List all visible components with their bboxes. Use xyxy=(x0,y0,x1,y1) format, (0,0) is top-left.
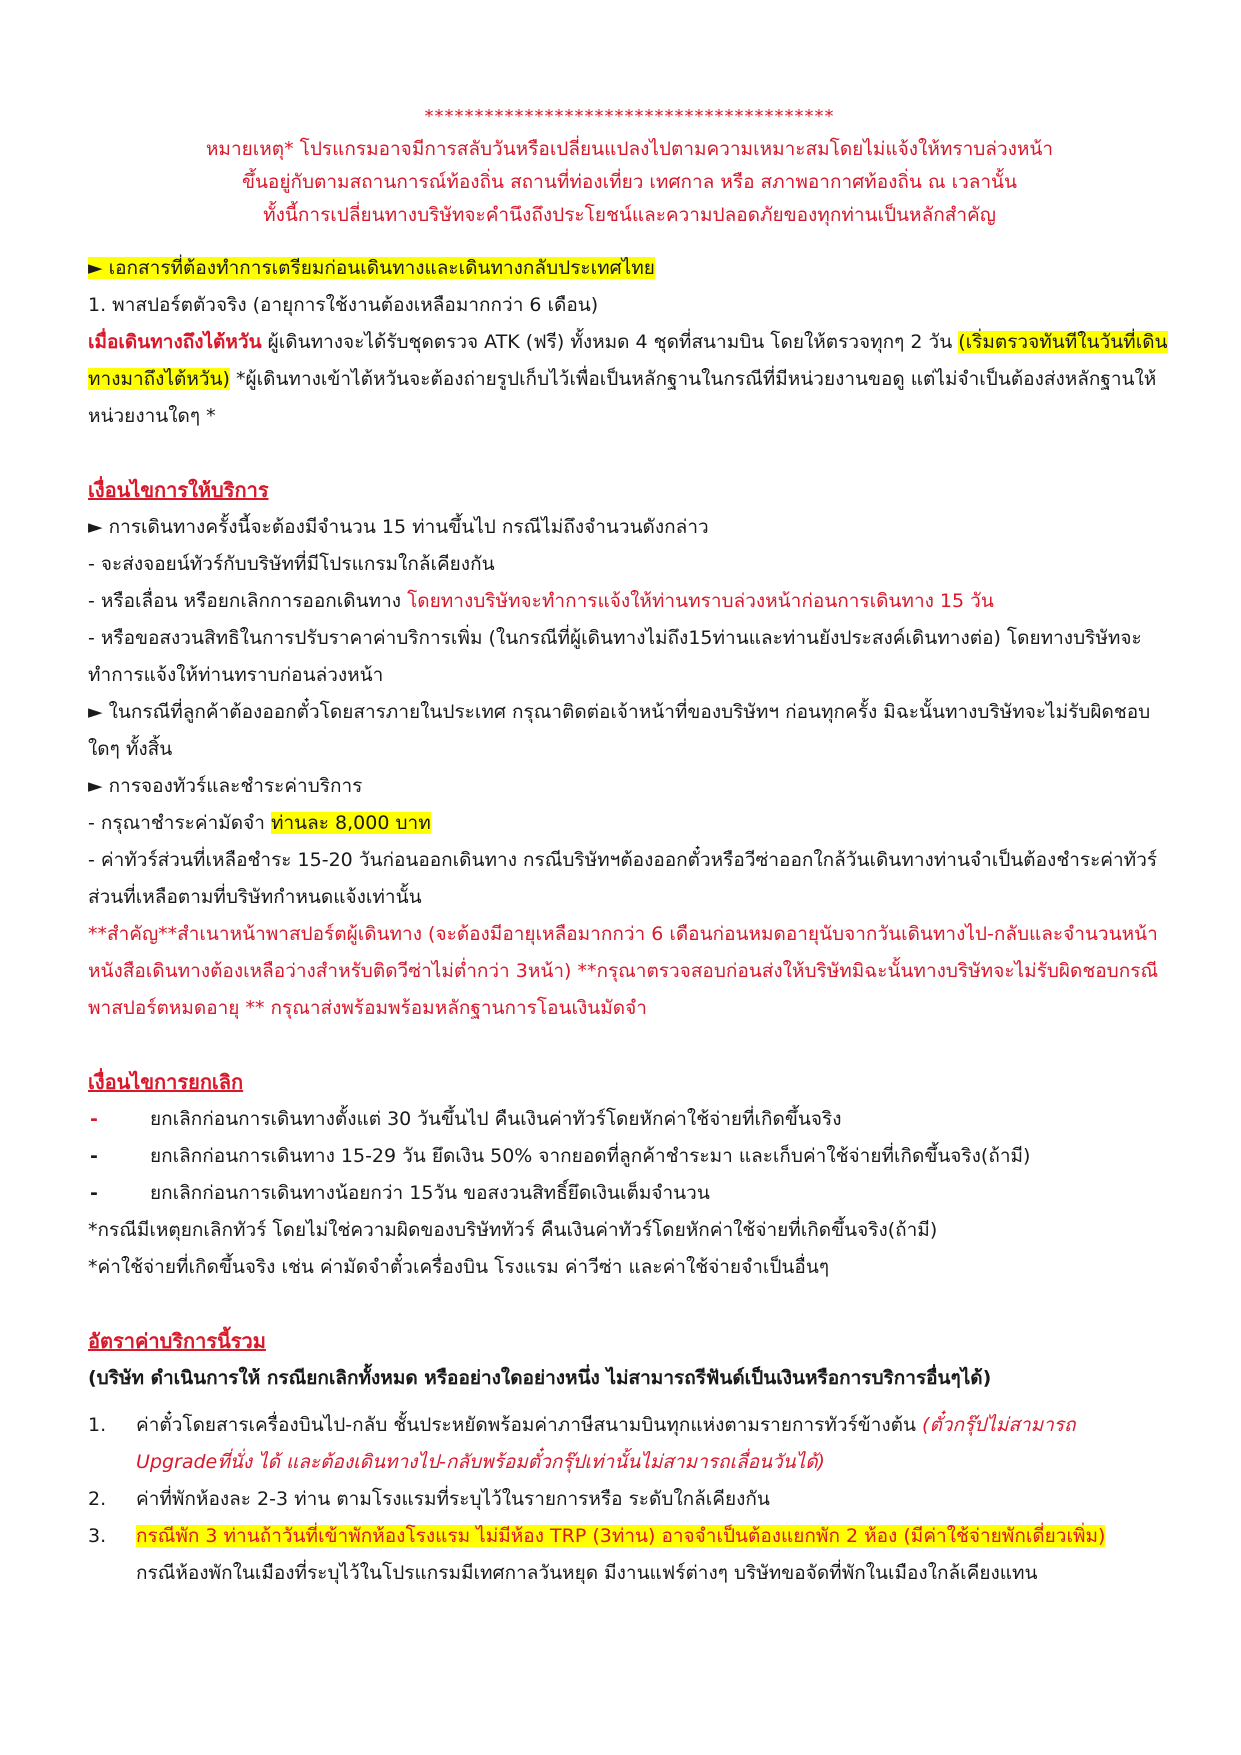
documents-section xyxy=(88,250,1171,435)
arrival-paragraph xyxy=(88,324,1171,435)
cancel-dash: - xyxy=(90,1108,98,1130)
rates-item-text: กรณีห้องพักในเมืองที่ระบุไว้ในโปรแกรมมีเทศกาลวันหยุด มีงานแฟร์ต่างๆ บริษัทขอจัดที่พักในเมืองใกล้เคียงแทน xyxy=(136,1562,1038,1584)
arrival-note: *ผู้เดินทางเข้าไต้หวันจะต้องถ่ายรูปเก็บไว้เพื่อเป็นหลักฐานในกรณีที่มีหน่วยงานขอดู แต่ไม่จำเป็นต้องส่งหลักฐานให้หน่วยงานใดๆ * xyxy=(88,368,1157,427)
cancel-title: เงื่อนไขการยกเลิก xyxy=(88,1070,244,1094)
notice-line-1: หมายเหตุ* โปรแกรมอาจมีการสลับวันหรือเปลี่ยนแปลงไปตามความเหมาะสมโดยไม่แจ้งให้ทราบล่วงหน้า xyxy=(205,138,1054,160)
rates-subtitle: (บริษัท ดำเนินการให้ กรณียกเลิกทั้งหมด หรืออย่างใดอย่างหนึ่ง ไม่สามารถรีฟันด์เป็นเงินหรือการบริการอื่นๆได้) xyxy=(88,1367,992,1389)
cancel-dash: - xyxy=(90,1182,98,1204)
deposit-text: - กรุณาชำระค่ามัดจำ xyxy=(88,812,271,834)
service-line-1: ► การเดินทางครั้งนี้จะต้องมีจำนวน 15 ท่านขึ้นไป กรณีไม่ถึงจำนวนดังกล่าว xyxy=(88,516,709,538)
documents-heading: ► เอกสารที่ต้องทำการเตรียมก่อนเดินทางและเดินทางกลับประเทศไทย xyxy=(88,257,655,279)
rates-item xyxy=(88,1518,1171,1592)
documents-item-1: 1. พาสปอร์ตตัวจริง (อายุการใช้งานต้องเหลือมากกว่า 6 เดือน) xyxy=(88,294,599,316)
deposit-amount: ท่านละ 8,000 บาท xyxy=(270,812,431,834)
program-notice xyxy=(88,100,1171,232)
service-line-2: - จะส่งจอยน์ทัวร์กับบริษัทที่มีโปรแกรมใกล้เคียงกัน xyxy=(88,553,495,575)
service-title: เงื่อนไขการให้บริการ xyxy=(88,478,269,502)
rates-section xyxy=(88,1323,1171,1592)
rates-title: อัตราค่าบริการนี้รวม xyxy=(88,1329,266,1353)
service-line-5: ► ในกรณีที่ลูกค้าต้องออกตั๋วโดยสารภายในประเทศ กรุณาติดต่อเจ้าหน้าที่ของบริษัทฯ ก่อนทุกครั้ง มิฉะนั้นทางบริษัทจะไม่รับผิดชอบใดๆ ทั้งสิ้น xyxy=(88,701,1151,760)
cancel-item xyxy=(88,1138,1171,1175)
arrival-highlight: (เริ่มตรวจทันทีในวันที่เดินทางมาถึงไต้หวัน) xyxy=(88,331,1168,390)
notice-line-2: ขึ้นอยู่กับตามสถานการณ์ท้องถิ่น สถานที่ท่องเที่ยว เทศกาล หรือ สภาพอากาศท้องถิ่น ณ เวลานั้น xyxy=(241,171,1018,193)
service-line-7 xyxy=(88,805,1171,842)
service-line-3-text: - หรือเลื่อน หรือยกเลิกการออกเดินทาง xyxy=(88,590,408,612)
cancel-text: ยกเลิกก่อนการเดินทางตั้งแต่ 30 วันขึ้นไป คืนเงินค่าทัวร์โดยหักค่าใช้จ่ายที่เกิดขึ้นจริง xyxy=(150,1108,842,1130)
cancel-text: ยกเลิกก่อนการเดินทางน้อยกว่า 15วัน ขอสงวนสิทธิ์ยึดเงินเต็มจำนวน xyxy=(150,1182,710,1204)
cancel-dash: - xyxy=(90,1145,98,1167)
cancellation-section xyxy=(88,1064,1171,1286)
arrival-label: เมื่อเดินทางถึงไต้หวัน xyxy=(88,331,262,353)
service-line-3 xyxy=(88,583,1171,620)
cancel-item xyxy=(88,1101,1171,1138)
rates-item-red-note: (ตั๋วกรุ๊ปไม่สามารถ Upgradeที่นั่ง ได้ และต้องเดินทางไป-กลับพร้อมตั๋วกรุ๊ปเท่านั้นไม่สามารถเลื่อนวันได้) xyxy=(136,1414,1076,1473)
rates-item-text: ค่าที่พักห้องละ 2-3 ท่าน ตามโรงแรมที่ระบุไว้ในรายการหรือ ระดับใกล้เคียงกัน xyxy=(136,1488,770,1510)
service-line-8: - ค่าทัวร์ส่วนที่เหลือชำระ 15-20 วันก่อนออกเดินทาง กรณีบริษัทฯต้องออกตั๋วหรือวีซ่าออกใกล้วันเดินทางท่านจำเป็นต้องชำระค่าทัวร์ส่วนที่เหลือตามที่บริษัทกำหนดแจ้งเท่านั้น xyxy=(88,849,1158,908)
cancel-text: ยกเลิกก่อนการเดินทาง 15-29 วัน ยึดเงิน 50% จากยอดที่ลูกค้าชำระมา และเก็บค่าใช้จ่ายที่เกิดขึ้นจริง(ถ้ามี) xyxy=(150,1145,1031,1167)
rates-item-number: 1. xyxy=(88,1414,107,1436)
service-conditions-section xyxy=(88,472,1171,1027)
rates-item-text: ค่าตั๋วโดยสารเครื่องบินไป-กลับ ชั้นประหยัดพร้อมค่าภาษีสนามบินทุกแห่งตามรายการทัวร์ข้างต้น xyxy=(136,1414,923,1436)
rates-item xyxy=(88,1407,1171,1481)
rates-item-number: 2. xyxy=(88,1488,107,1510)
rates-item xyxy=(88,1481,1171,1518)
cancel-item xyxy=(88,1175,1171,1212)
cancel-note-1: *กรณีมีเหตุยกเลิกทัวร์ โดยไม่ใช่ความผิดของบริษัททัวร์ คืนเงินค่าทัวร์โดยหักค่าใช้จ่ายที่เกิดขึ้นจริง(ถ้ามี) xyxy=(88,1219,938,1241)
service-line-6: ► การจองทัวร์และชำระค่าบริการ xyxy=(88,775,363,797)
passport-important-note: **สำคัญ**สำเนาหน้าพาสปอร์ตผู้เดินทาง (จะต้องมีอายุเหลือมากกว่า 6 เดือนก่อนหมดอายุนับจากวันเดินทางไป-กลับและจำนวนหน้าหนังสือเดินทางต้องเหลือว่างสำหรับติดวีซ่าไม่ต่ำกว่า 3หน้า) **กรุณาตรวจสอบก่อนส่งให้บริษัทมิฉะนั้นทางบริษัทจะไม่รับผิดชอบกรณีพาสปอร์ตหมดอายุ ** กรุณาส่งพร้อมพร้อมหลักฐานการโอนเงินมัดจำ xyxy=(88,923,1159,1019)
notice-stars: ***************************************** xyxy=(424,106,835,127)
rates-item-number: 3. xyxy=(88,1525,107,1547)
cancel-note-2: *ค่าใช้จ่ายที่เกิดขึ้นจริง เช่น ค่ามัดจำตั๋วเครื่องบิน โรงแรม ค่าวีซ่า และค่าใช้จ่ายจำเป็นอื่นๆ xyxy=(88,1256,830,1278)
arrival-text: ผู้เดินทางจะได้รับชุดตรวจ ATK (ฟรี) ทั้งหมด 4 ชุดที่สนามบิน โดยให้ตรวจทุกๆ 2 วัน xyxy=(261,331,959,353)
service-line-3-red: โดยทางบริษัทจะทำการแจ้งให้ท่านทราบล่วงหน้าก่อนการเดินทาง 15 วัน xyxy=(407,590,994,612)
rates-item-red-note: กรณีพัก 3 ท่านถ้าวันที่เข้าพักห้องโรงแรม ไม่มีห้อง TRP (3ท่าน) อาจจำเป็นต้องแยกพัก 2 ห้อง (มีค่าใช้จ่ายพักเดี่ยวเพิ่ม) xyxy=(136,1525,1106,1547)
service-line-4: - หรือขอสงวนสิทธิในการปรับราคาค่าบริการเพิ่ม (ในกรณีที่ผู้เดินทางไม่ถึง15ท่านและท่านยังประสงค์เดินทางต่อ) โดยทางบริษัทจะทำการแจ้งให้ท่านทราบก่อนล่วงหน้า xyxy=(88,627,1142,686)
notice-line-3: ทั้งนี้การเปลี่ยนทางบริษัทจะคำนึงถึงประโยชน์และความปลอดภัยของทุกท่านเป็นหลักสำคัญ xyxy=(263,204,996,226)
